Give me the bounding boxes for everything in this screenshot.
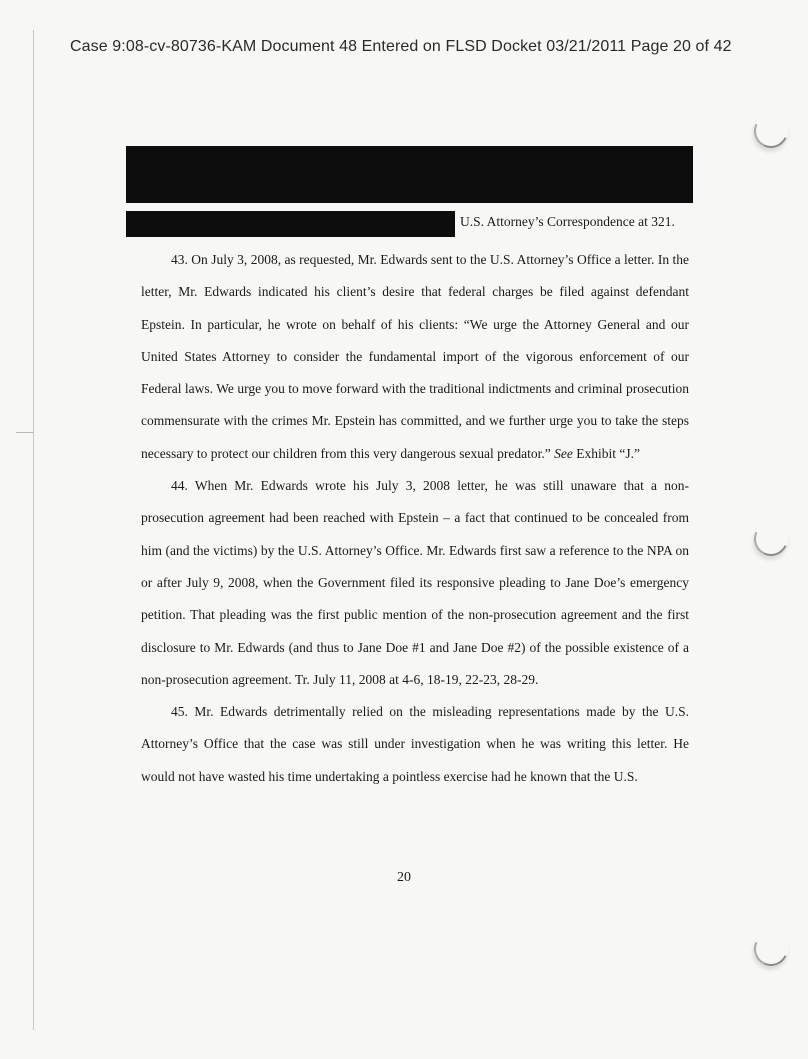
paragraph-43: 43. On July 3, 2008, as requested, Mr. Edwards sent to the U.S. Attorney’s Office a letter. In the letter, Mr. Edwards indicated his client’s desire that federal charges be filed against defendant Epstein. In particular, he wrote on behalf of his clients: “We urge the Attorney General and our United States Attorney to consider the fundamental import of the vigorous enforcement of our Federal laws. We urge you to move forward with the traditional indictments and criminal prosecution commensurate with the crimes Mr. Epstein has committed, and we further urge you to take the steps necessary to protect our children from this very dangerous sexual predator.” See Exhibit “J.” (141, 252, 689, 461)
page-number: 20 (397, 870, 411, 885)
see-signal: See (554, 445, 573, 461)
binder-hole-shadow (749, 109, 793, 153)
scan-margin-mark (16, 432, 34, 433)
paragraph-45: 45. Mr. Edwards detrimentally relied on the misleading representations made by the U.S. Attorney’s Office that the case was still under investigation when he was writing this letter. He would not have wasted his time undertaking a pointless exercise had he known that the U.S. (141, 704, 689, 784)
citation-line: U.S. Attorney’s Correspondence at 321. (460, 214, 675, 229)
binder-hole-shadow (749, 927, 793, 971)
case-header: Case 9:08-cv-80736-KAM Document 48 Entered on FLSD Docket 03/21/2011 Page 20 of 42 (70, 38, 732, 55)
paragraph-44: 44. When Mr. Edwards wrote his July 3, 2008 letter, he was still unaware that a non-prosecution agreement had been reached with Epstein – a fact that continued to be concealed from him (and the victims) by the U.S. Attorney’s Office. Mr. Edwards first saw a reference to the NPA on or after July 9, 2008, when the Government filed its responsive pleading to Jane Doe’s emergency petition. That pleading was the first public mention of the non-prosecution agreement and the first disclosure to Mr. Edwards (and thus to Jane Doe #1 and Jane Doe #2) of the possible existence of a non-prosecution agreement. Tr. July 11, 2008 at 4-6, 18-19, 22-23, 28-29. (141, 478, 689, 687)
binder-hole-shadow (749, 517, 793, 561)
redaction-bar (126, 211, 455, 237)
body-text (141, 244, 689, 793)
redaction-block (126, 146, 693, 203)
